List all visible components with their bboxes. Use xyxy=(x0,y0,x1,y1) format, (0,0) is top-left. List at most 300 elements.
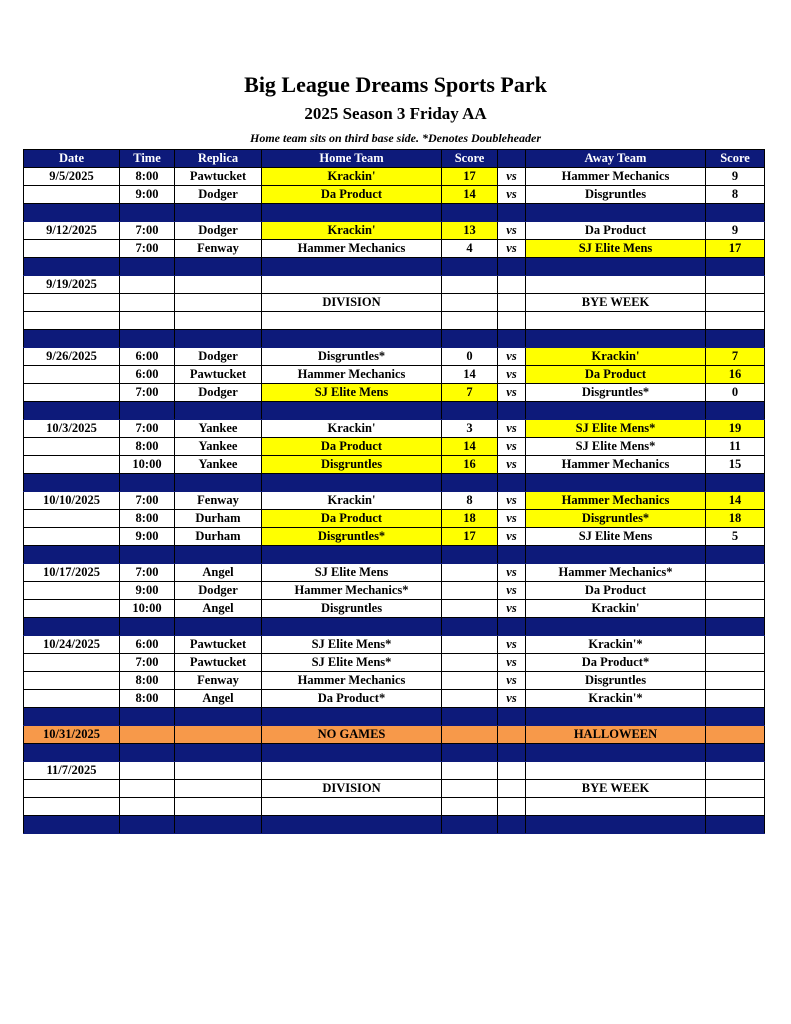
home-team-cell: Krackin' xyxy=(262,420,442,438)
game-row xyxy=(24,420,765,438)
vs-cell: vs xyxy=(498,582,526,600)
replica-cell: Pawtucket xyxy=(175,654,262,672)
date-cell: 9/26/2025 xyxy=(24,348,120,366)
header-row xyxy=(24,150,765,168)
separator-cell xyxy=(442,330,498,348)
separator-cell xyxy=(442,258,498,276)
away-team-cell: HALLOWEEN xyxy=(526,726,706,744)
date-cell: 11/7/2025 xyxy=(24,762,120,780)
separator-cell xyxy=(706,618,765,636)
time-cell: 7:00 xyxy=(120,222,175,240)
time-cell: 7:00 xyxy=(120,384,175,402)
separator-cell xyxy=(706,204,765,222)
away-score-cell: 14 xyxy=(706,492,765,510)
col-header-home-score: Score xyxy=(442,150,498,168)
vs-cell: vs xyxy=(498,384,526,402)
separator-cell xyxy=(175,402,262,420)
home-score-cell xyxy=(442,276,498,294)
away-team-cell: Krackin' xyxy=(526,348,706,366)
separator-cell xyxy=(526,618,706,636)
away-team-cell xyxy=(526,312,706,330)
vs-cell: vs xyxy=(498,348,526,366)
away-team-cell: Krackin'* xyxy=(526,636,706,654)
date-cell xyxy=(24,510,120,528)
separator-cell xyxy=(498,330,526,348)
away-score-cell: 19 xyxy=(706,420,765,438)
time-cell: 9:00 xyxy=(120,528,175,546)
away-team-cell: SJ Elite Mens* xyxy=(526,438,706,456)
separator-cell xyxy=(120,402,175,420)
time-cell xyxy=(120,294,175,312)
separator-cell xyxy=(24,618,120,636)
separator-cell xyxy=(498,744,526,762)
away-score-cell: 9 xyxy=(706,168,765,186)
home-team-cell: Disgruntles xyxy=(262,600,442,618)
away-score-cell: 0 xyxy=(706,384,765,402)
separator-cell xyxy=(262,474,442,492)
game-row xyxy=(24,294,765,312)
separator-cell xyxy=(706,258,765,276)
home-score-cell: 8 xyxy=(442,492,498,510)
away-score-cell xyxy=(706,654,765,672)
date-cell xyxy=(24,186,120,204)
separator-cell xyxy=(24,330,120,348)
separator-cell xyxy=(262,708,442,726)
home-team-cell: DIVISION xyxy=(262,294,442,312)
home-score-cell xyxy=(442,312,498,330)
separator-cell xyxy=(526,474,706,492)
game-row xyxy=(24,348,765,366)
away-team-cell: Disgruntles xyxy=(526,672,706,690)
home-score-cell xyxy=(442,582,498,600)
col-header-home-team: Home Team xyxy=(262,150,442,168)
separator-cell xyxy=(24,744,120,762)
time-cell xyxy=(120,726,175,744)
home-score-cell: 0 xyxy=(442,348,498,366)
vs-cell xyxy=(498,726,526,744)
home-score-cell: 3 xyxy=(442,420,498,438)
away-team-cell: BYE WEEK xyxy=(526,294,706,312)
away-team-cell: BYE WEEK xyxy=(526,780,706,798)
separator-cell xyxy=(526,816,706,834)
separator-cell xyxy=(498,708,526,726)
date-cell xyxy=(24,600,120,618)
away-team-cell: SJ Elite Mens xyxy=(526,240,706,258)
replica-cell: Durham xyxy=(175,510,262,528)
week-separator-row xyxy=(24,258,765,276)
game-row xyxy=(24,762,765,780)
away-score-cell: 16 xyxy=(706,366,765,384)
date-cell: 10/17/2025 xyxy=(24,564,120,582)
separator-cell xyxy=(442,816,498,834)
game-row xyxy=(24,168,765,186)
replica-cell: Fenway xyxy=(175,492,262,510)
game-row xyxy=(24,600,765,618)
week-separator-row xyxy=(24,546,765,564)
home-score-cell xyxy=(442,294,498,312)
game-row xyxy=(24,312,765,330)
separator-cell xyxy=(175,330,262,348)
away-team-cell: Disgruntles xyxy=(526,186,706,204)
home-team-cell: Da Product* xyxy=(262,690,442,708)
time-cell: 6:00 xyxy=(120,348,175,366)
separator-cell xyxy=(526,708,706,726)
time-cell: 10:00 xyxy=(120,600,175,618)
date-cell xyxy=(24,312,120,330)
date-cell: 9/5/2025 xyxy=(24,168,120,186)
home-team-cell: SJ Elite Mens* xyxy=(262,654,442,672)
time-cell: 8:00 xyxy=(120,672,175,690)
home-team-cell xyxy=(262,762,442,780)
date-cell xyxy=(24,672,120,690)
vs-cell: vs xyxy=(498,510,526,528)
game-row xyxy=(24,510,765,528)
vs-cell: vs xyxy=(498,420,526,438)
home-team-cell: NO GAMES xyxy=(262,726,442,744)
home-score-cell: 14 xyxy=(442,366,498,384)
separator-cell xyxy=(24,816,120,834)
away-score-cell xyxy=(706,276,765,294)
vs-cell xyxy=(498,798,526,816)
date-cell: 9/19/2025 xyxy=(24,276,120,294)
separator-cell xyxy=(442,204,498,222)
time-cell: 8:00 xyxy=(120,168,175,186)
vs-cell xyxy=(498,294,526,312)
home-score-cell: 14 xyxy=(442,438,498,456)
replica-cell: Angel xyxy=(175,564,262,582)
separator-cell xyxy=(706,402,765,420)
vs-cell: vs xyxy=(498,600,526,618)
replica-cell: Pawtucket xyxy=(175,168,262,186)
separator-cell xyxy=(120,474,175,492)
replica-cell xyxy=(175,798,262,816)
home-score-cell: 13 xyxy=(442,222,498,240)
time-cell xyxy=(120,312,175,330)
date-cell: 10/3/2025 xyxy=(24,420,120,438)
vs-cell: vs xyxy=(498,456,526,474)
separator-cell xyxy=(120,618,175,636)
game-row xyxy=(24,276,765,294)
away-score-cell xyxy=(706,690,765,708)
away-score-cell xyxy=(706,672,765,690)
away-score-cell xyxy=(706,312,765,330)
col-header-time: Time xyxy=(120,150,175,168)
vs-cell: vs xyxy=(498,438,526,456)
home-score-cell xyxy=(442,690,498,708)
game-row xyxy=(24,456,765,474)
home-team-cell: Disgruntles* xyxy=(262,528,442,546)
game-row xyxy=(24,438,765,456)
replica-cell: Angel xyxy=(175,690,262,708)
date-cell xyxy=(24,780,120,798)
vs-cell: vs xyxy=(498,240,526,258)
separator-cell xyxy=(175,618,262,636)
separator-cell xyxy=(706,546,765,564)
separator-cell xyxy=(498,204,526,222)
away-team-cell: Krackin' xyxy=(526,600,706,618)
game-row xyxy=(24,798,765,816)
separator-cell xyxy=(262,816,442,834)
date-cell: 10/10/2025 xyxy=(24,492,120,510)
home-team-cell: Disgruntles* xyxy=(262,348,442,366)
away-team-cell: Hammer Mechanics xyxy=(526,168,706,186)
time-cell xyxy=(120,798,175,816)
away-score-cell xyxy=(706,636,765,654)
page-title: Big League Dreams Sports Park xyxy=(244,72,547,97)
replica-cell: Fenway xyxy=(175,240,262,258)
home-team-cell xyxy=(262,276,442,294)
replica-cell xyxy=(175,726,262,744)
separator-cell xyxy=(120,204,175,222)
vs-cell xyxy=(498,312,526,330)
time-cell xyxy=(120,762,175,780)
separator-cell xyxy=(706,474,765,492)
date-cell xyxy=(24,582,120,600)
separator-cell xyxy=(498,546,526,564)
away-score-cell xyxy=(706,798,765,816)
date-cell xyxy=(24,240,120,258)
replica-cell: Dodger xyxy=(175,222,262,240)
replica-cell: Durham xyxy=(175,528,262,546)
date-cell: 10/24/2025 xyxy=(24,636,120,654)
week-separator-row xyxy=(24,330,765,348)
home-team-cell: SJ Elite Mens xyxy=(262,384,442,402)
time-cell xyxy=(120,276,175,294)
separator-cell xyxy=(120,258,175,276)
away-score-cell: 7 xyxy=(706,348,765,366)
schedule-body xyxy=(24,168,765,834)
replica-cell: Pawtucket xyxy=(175,366,262,384)
separator-cell xyxy=(120,744,175,762)
game-row xyxy=(24,690,765,708)
game-row xyxy=(24,366,765,384)
separator-cell xyxy=(262,546,442,564)
vs-cell: vs xyxy=(498,654,526,672)
home-team-cell xyxy=(262,312,442,330)
separator-cell xyxy=(24,402,120,420)
replica-cell xyxy=(175,780,262,798)
home-score-cell xyxy=(442,762,498,780)
away-team-cell: Da Product* xyxy=(526,654,706,672)
game-row xyxy=(24,528,765,546)
date-cell xyxy=(24,294,120,312)
week-separator-row xyxy=(24,402,765,420)
date-cell xyxy=(24,438,120,456)
separator-cell xyxy=(498,258,526,276)
separator-cell xyxy=(175,546,262,564)
col-header-away-score: Score xyxy=(706,150,765,168)
away-score-cell: 5 xyxy=(706,528,765,546)
away-team-cell: Da Product xyxy=(526,222,706,240)
separator-cell xyxy=(498,402,526,420)
special-row xyxy=(24,726,765,744)
separator-cell xyxy=(706,708,765,726)
away-team-cell: Disgruntles* xyxy=(526,384,706,402)
time-cell: 9:00 xyxy=(120,582,175,600)
away-score-cell xyxy=(706,780,765,798)
time-cell: 8:00 xyxy=(120,510,175,528)
home-team-cell: Hammer Mechanics xyxy=(262,240,442,258)
separator-cell xyxy=(175,474,262,492)
away-score-cell xyxy=(706,762,765,780)
replica-cell: Yankee xyxy=(175,456,262,474)
vs-cell: vs xyxy=(498,690,526,708)
vs-cell: vs xyxy=(498,672,526,690)
away-score-cell xyxy=(706,600,765,618)
time-cell: 9:00 xyxy=(120,186,175,204)
home-team-cell: Krackin' xyxy=(262,492,442,510)
separator-cell xyxy=(262,204,442,222)
schedule-table xyxy=(23,149,765,834)
home-score-cell: 17 xyxy=(442,168,498,186)
away-team-cell xyxy=(526,798,706,816)
separator-cell xyxy=(498,474,526,492)
away-team-cell: Hammer Mechanics xyxy=(526,456,706,474)
week-separator-row xyxy=(24,708,765,726)
replica-cell: Dodger xyxy=(175,348,262,366)
time-cell: 7:00 xyxy=(120,654,175,672)
home-score-cell: 4 xyxy=(442,240,498,258)
replica-cell xyxy=(175,312,262,330)
home-team-cell: Hammer Mechanics xyxy=(262,366,442,384)
col-header-away-team: Away Team xyxy=(526,150,706,168)
separator-cell xyxy=(442,402,498,420)
separator-cell xyxy=(526,402,706,420)
time-cell: 7:00 xyxy=(120,492,175,510)
game-row xyxy=(24,654,765,672)
replica-cell: Dodger xyxy=(175,186,262,204)
separator-cell xyxy=(442,474,498,492)
separator-cell xyxy=(24,258,120,276)
away-team-cell: Hammer Mechanics* xyxy=(526,564,706,582)
home-score-cell: 17 xyxy=(442,528,498,546)
home-score-cell xyxy=(442,564,498,582)
replica-cell: Fenway xyxy=(175,672,262,690)
vs-cell: vs xyxy=(498,564,526,582)
away-team-cell: SJ Elite Mens xyxy=(526,528,706,546)
away-team-cell: Disgruntles* xyxy=(526,510,706,528)
home-score-cell xyxy=(442,636,498,654)
home-team-cell: Hammer Mechanics* xyxy=(262,582,442,600)
game-row xyxy=(24,222,765,240)
separator-cell xyxy=(175,258,262,276)
home-score-cell: 16 xyxy=(442,456,498,474)
away-score-cell xyxy=(706,564,765,582)
home-team-cell: Da Product xyxy=(262,186,442,204)
game-row xyxy=(24,564,765,582)
week-separator-row xyxy=(24,618,765,636)
separator-cell xyxy=(526,330,706,348)
separator-cell xyxy=(175,816,262,834)
away-score-cell: 17 xyxy=(706,240,765,258)
vs-cell xyxy=(498,276,526,294)
separator-cell xyxy=(706,816,765,834)
replica-cell: Dodger xyxy=(175,384,262,402)
home-team-cell: SJ Elite Mens xyxy=(262,564,442,582)
separator-cell xyxy=(442,708,498,726)
home-team-cell: SJ Elite Mens* xyxy=(262,636,442,654)
time-cell: 6:00 xyxy=(120,366,175,384)
home-score-cell xyxy=(442,654,498,672)
date-cell: 9/12/2025 xyxy=(24,222,120,240)
vs-cell: vs xyxy=(498,168,526,186)
replica-cell: Yankee xyxy=(175,438,262,456)
separator-cell xyxy=(24,708,120,726)
separator-cell xyxy=(120,330,175,348)
separator-cell xyxy=(24,546,120,564)
away-score-cell xyxy=(706,582,765,600)
away-score-cell xyxy=(706,726,765,744)
time-cell: 10:00 xyxy=(120,456,175,474)
date-cell xyxy=(24,528,120,546)
away-team-cell xyxy=(526,762,706,780)
home-team-cell: DIVISION xyxy=(262,780,442,798)
separator-cell xyxy=(24,204,120,222)
home-team-cell xyxy=(262,798,442,816)
home-score-cell xyxy=(442,798,498,816)
separator-cell xyxy=(262,402,442,420)
separator-cell xyxy=(526,258,706,276)
away-team-cell xyxy=(526,276,706,294)
week-separator-row xyxy=(24,744,765,762)
home-score-cell xyxy=(442,600,498,618)
home-score-cell xyxy=(442,780,498,798)
time-cell: 8:00 xyxy=(120,690,175,708)
away-score-cell: 15 xyxy=(706,456,765,474)
replica-cell: Angel xyxy=(175,600,262,618)
game-row xyxy=(24,492,765,510)
game-row xyxy=(24,672,765,690)
home-team-cell: Da Product xyxy=(262,510,442,528)
separator-cell xyxy=(706,744,765,762)
time-cell: 7:00 xyxy=(120,564,175,582)
separator-cell xyxy=(706,330,765,348)
vs-cell: vs xyxy=(498,492,526,510)
schedule-note: Home team sits on third base side. *Denotes Doubleheader xyxy=(250,131,541,145)
separator-cell xyxy=(24,474,120,492)
time-cell: 7:00 xyxy=(120,240,175,258)
separator-cell xyxy=(442,546,498,564)
away-team-cell: SJ Elite Mens* xyxy=(526,420,706,438)
time-cell xyxy=(120,780,175,798)
date-cell: 10/31/2025 xyxy=(24,726,120,744)
time-cell: 7:00 xyxy=(120,420,175,438)
separator-cell xyxy=(175,204,262,222)
date-cell xyxy=(24,654,120,672)
home-score-cell: 18 xyxy=(442,510,498,528)
date-cell xyxy=(24,798,120,816)
replica-cell xyxy=(175,294,262,312)
vs-cell xyxy=(498,762,526,780)
home-score-cell xyxy=(442,726,498,744)
away-score-cell xyxy=(706,294,765,312)
game-row xyxy=(24,780,765,798)
date-cell xyxy=(24,690,120,708)
home-score-cell xyxy=(442,672,498,690)
vs-cell: vs xyxy=(498,636,526,654)
replica-cell: Dodger xyxy=(175,582,262,600)
game-row xyxy=(24,384,765,402)
home-score-cell: 14 xyxy=(442,186,498,204)
week-separator-row xyxy=(24,474,765,492)
time-cell: 6:00 xyxy=(120,636,175,654)
separator-cell xyxy=(262,330,442,348)
separator-cell xyxy=(175,744,262,762)
date-cell xyxy=(24,384,120,402)
replica-cell: Pawtucket xyxy=(175,636,262,654)
separator-cell xyxy=(526,204,706,222)
away-team-cell: Da Product xyxy=(526,366,706,384)
